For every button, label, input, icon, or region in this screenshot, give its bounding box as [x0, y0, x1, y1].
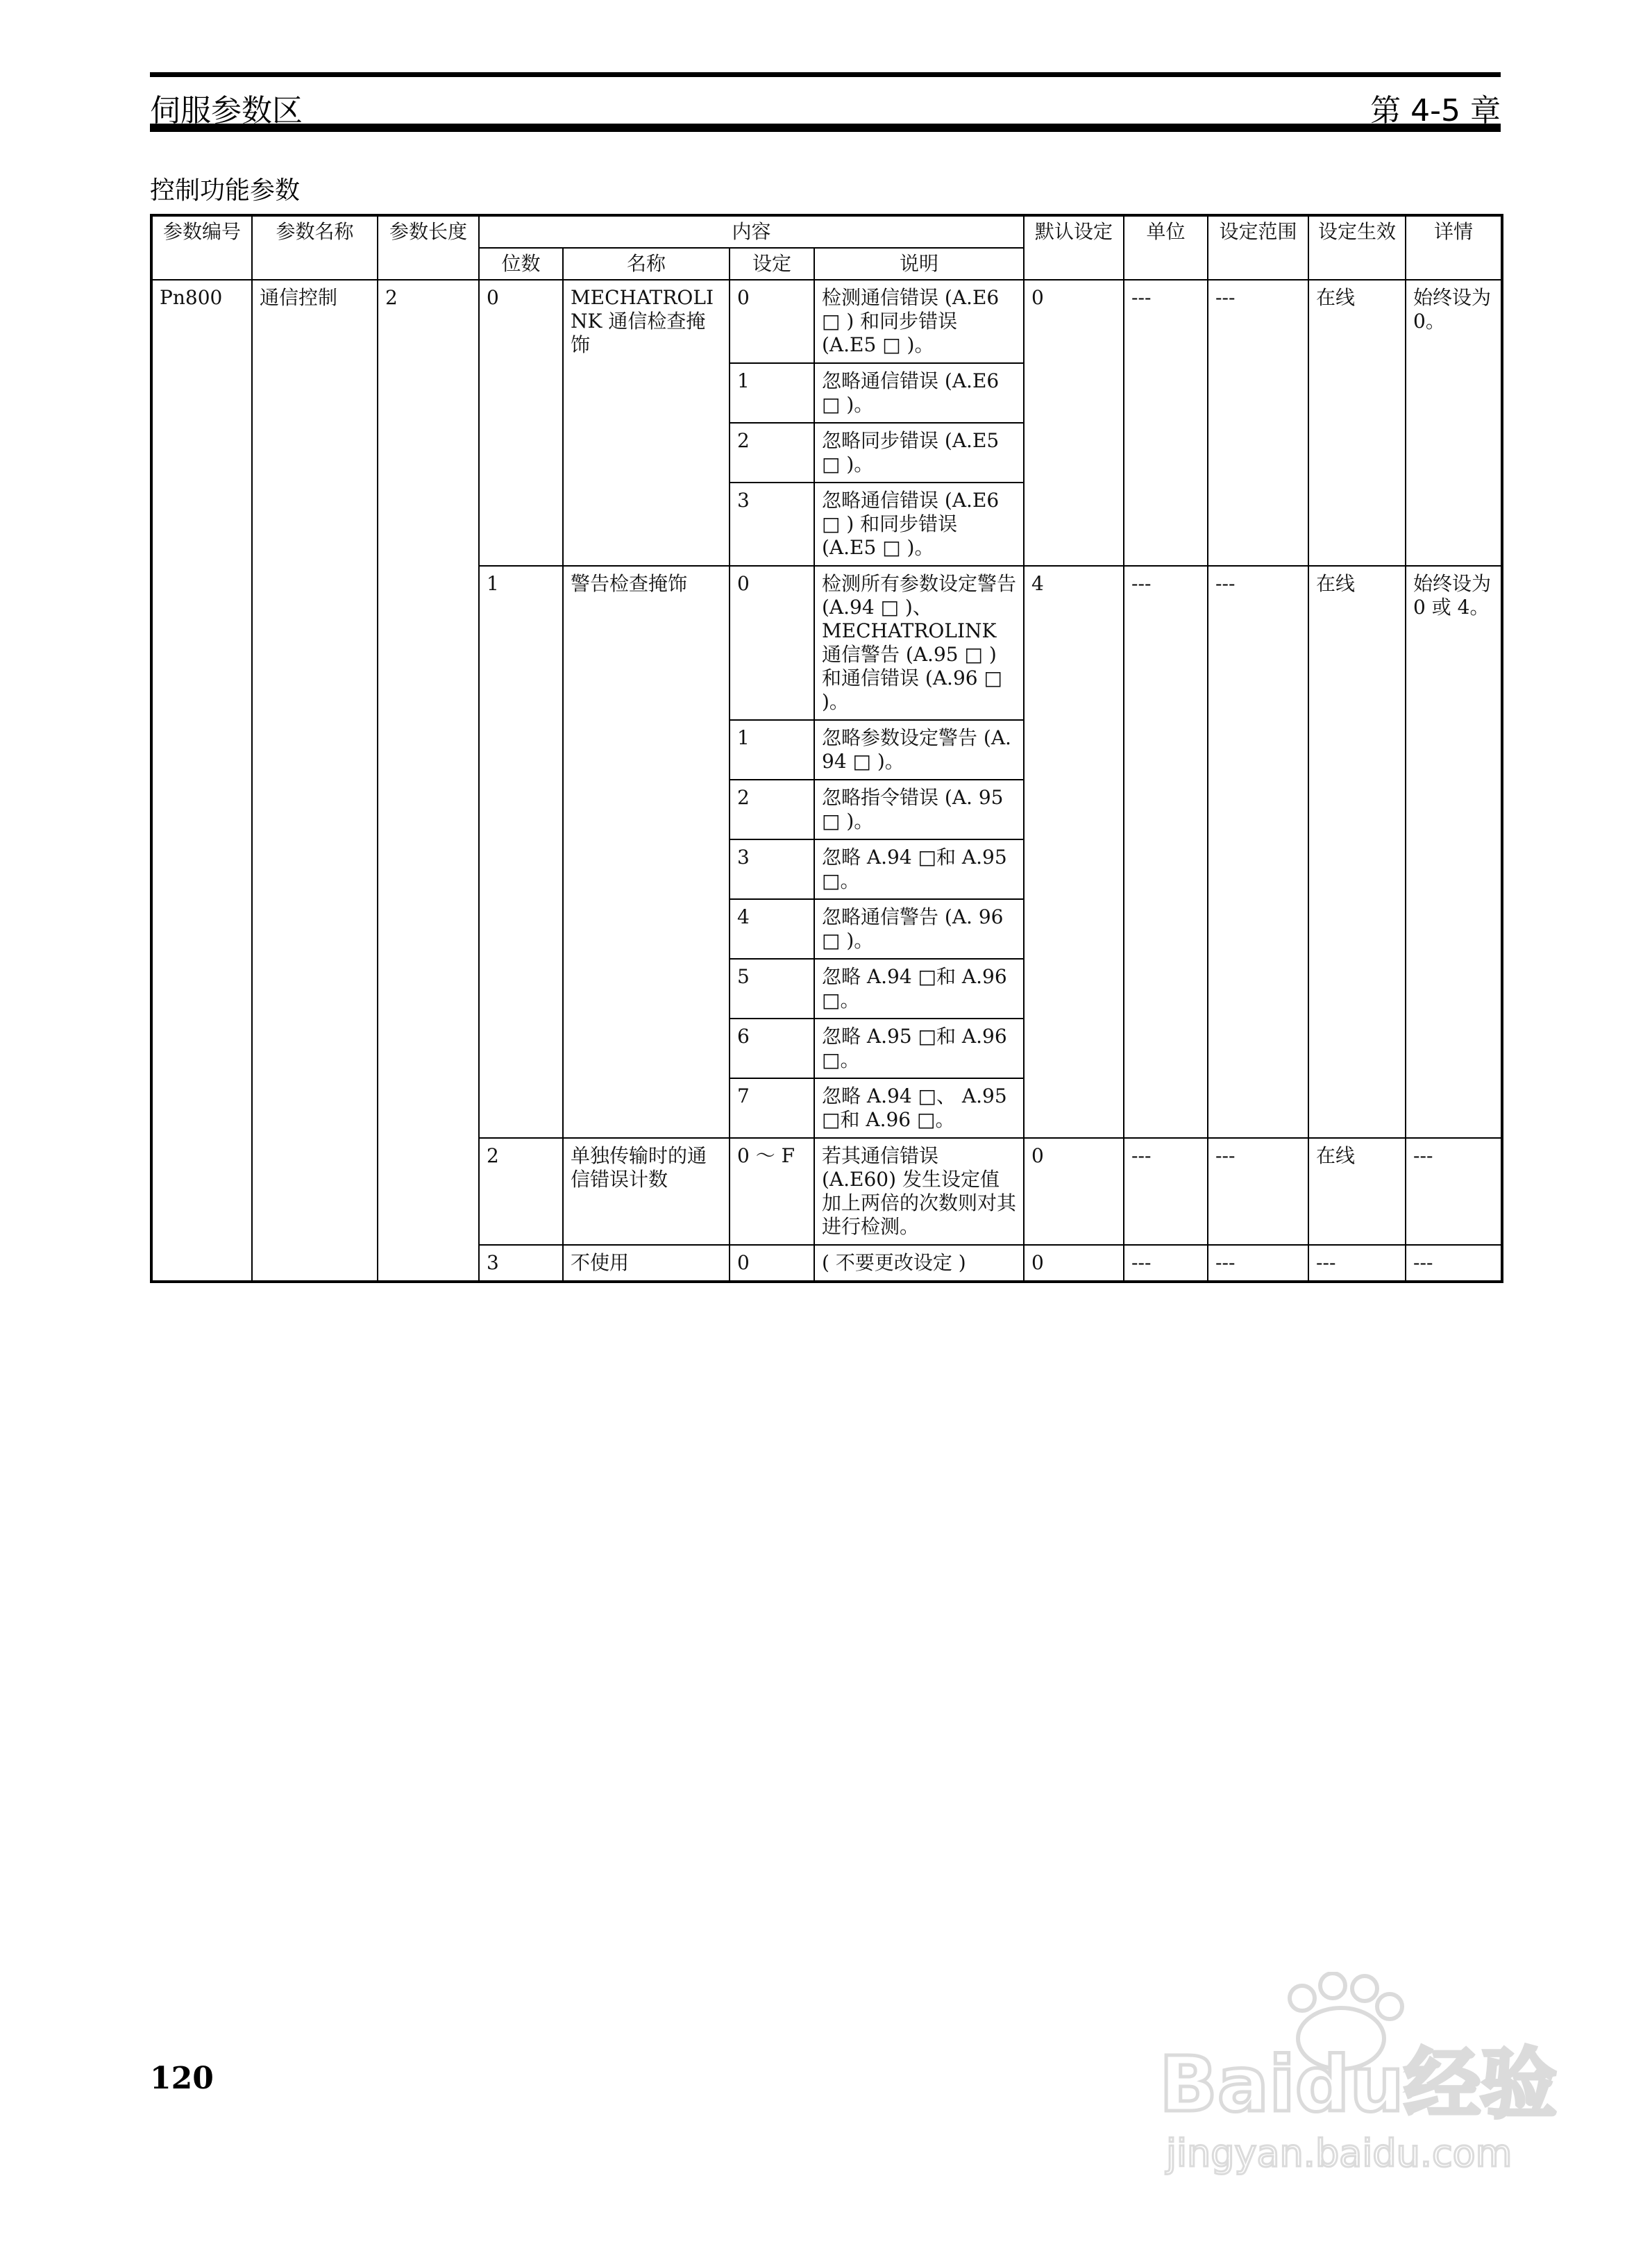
header-section-name: 伺服参数区: [150, 93, 303, 128]
details-cell: 始终设为 0 或 4。: [1406, 566, 1502, 1138]
effective-cell: 在线: [1308, 1138, 1406, 1245]
default-cell: 0: [1024, 1245, 1124, 1282]
col-header-param-len: 参数长度: [378, 215, 479, 280]
setting-cell: 3: [730, 839, 814, 899]
details-cell: 始终设为 0。: [1406, 280, 1502, 566]
desc-cell: 忽略指令错误 (A. 95 □ )。: [814, 780, 1024, 839]
desc-cell: 忽略 A.94 □、 A.95 □和 A.96 □。: [814, 1078, 1024, 1138]
setting-cell: 7: [730, 1078, 814, 1138]
setting-cell: 2: [730, 780, 814, 839]
col-header-name: 名称: [563, 248, 730, 280]
desc-cell: 检测所有参数设定警告 (A.94 □ )、MECHATROLINK 通信警告 (A.95 □ ) 和通信错误 (A.96 □ )。: [814, 566, 1024, 720]
setting-cell: 6: [730, 1019, 814, 1078]
desc-cell: 忽略 A.94 □和 A.95 □。: [814, 839, 1024, 899]
effective-cell: 在线: [1308, 280, 1406, 566]
header-chapter: 第 4-5 章: [1370, 93, 1501, 128]
desc-cell: 忽略 A.95 □和 A.96 □。: [814, 1019, 1024, 1078]
digit-name-cell: 单独传输时的通信错误计数: [563, 1138, 730, 1245]
setting-cell: 5: [730, 959, 814, 1019]
setting-cell: 2: [730, 423, 814, 483]
range-cell: ---: [1208, 280, 1308, 566]
unit-cell: ---: [1124, 1138, 1208, 1245]
digit-cell: 2: [479, 1138, 563, 1245]
details-cell: ---: [1406, 1245, 1502, 1282]
setting-cell: 0: [730, 280, 814, 363]
page-header: [150, 72, 1501, 132]
col-header-default: 默认设定: [1024, 215, 1124, 280]
section-title: 控制功能参数: [150, 176, 301, 205]
default-cell: 4: [1024, 566, 1124, 1138]
header-row-top: [151, 215, 1502, 248]
desc-cell: 若其通信错误 (A.E60) 发生设定值加上两倍的次数则对其进行检测。: [814, 1138, 1024, 1245]
col-header-param-name: 参数名称: [252, 215, 378, 280]
unit-cell: ---: [1124, 1245, 1208, 1282]
col-header-unit: 单位: [1124, 215, 1208, 280]
effective-cell: 在线: [1308, 566, 1406, 1138]
desc-cell: 忽略参数设定警告 (A. 94 □ )。: [814, 720, 1024, 780]
details-cell: ---: [1406, 1138, 1502, 1245]
watermark-url: jingyan.baidu.com: [1166, 2132, 1512, 2175]
desc-cell: 忽略通信错误 (A.E6 □ ) 和同步错误 (A.E5 □ )。: [814, 483, 1024, 566]
digit-name-cell: 警告检查掩饰: [563, 566, 730, 1138]
col-header-range: 设定范围: [1208, 215, 1308, 280]
col-header-param-no: 参数编号: [151, 215, 252, 280]
setting-cell: 0: [730, 1245, 814, 1282]
setting-cell: 4: [730, 899, 814, 959]
desc-cell: 检测通信错误 (A.E6 □ ) 和同步错误 (A.E5 □ )。: [814, 280, 1024, 363]
effective-cell: ---: [1308, 1245, 1406, 1282]
col-header-setting: 设定: [730, 248, 814, 280]
range-cell: ---: [1208, 1138, 1308, 1245]
watermark-brand: Baidu经验: [1159, 2040, 1557, 2129]
digit-name-cell: 不使用: [563, 1245, 730, 1282]
col-header-content: 内容: [479, 215, 1024, 248]
parameter-table: [150, 214, 1503, 1283]
desc-cell: 忽略通信警告 (A. 96 □ )。: [814, 899, 1024, 959]
desc-cell: ( 不要更改设定 ): [814, 1245, 1024, 1282]
unit-cell: ---: [1124, 566, 1208, 1138]
col-header-effective: 设定生效: [1308, 215, 1406, 280]
desc-cell: 忽略通信错误 (A.E6 □ )。: [814, 363, 1024, 423]
col-header-digit: 位数: [479, 248, 563, 280]
param-no-cell: Pn800: [151, 280, 252, 1282]
unit-cell: ---: [1124, 280, 1208, 566]
setting-cell: 0 ～ F: [730, 1138, 814, 1245]
range-cell: ---: [1208, 566, 1308, 1138]
table-row: [151, 280, 1502, 363]
baidu-jingyan-watermark: [1138, 1972, 1569, 2180]
digit-cell: 3: [479, 1245, 563, 1282]
page-number: 120: [150, 2061, 214, 2096]
default-cell: 0: [1024, 1138, 1124, 1245]
digit-name-cell: MECHATROLINK 通信检查掩饰: [563, 280, 730, 566]
setting-cell: 3: [730, 483, 814, 566]
desc-cell: 忽略 A.94 □和 A.96 □。: [814, 959, 1024, 1019]
col-header-details: 详情: [1406, 215, 1502, 280]
default-cell: 0: [1024, 280, 1124, 566]
desc-cell: 忽略同步错误 (A.E5 □ )。: [814, 423, 1024, 483]
param-len-cell: 2: [378, 280, 479, 1282]
digit-cell: 1: [479, 566, 563, 1138]
col-header-desc: 说明: [814, 248, 1024, 280]
setting-cell: 1: [730, 363, 814, 423]
param-name-cell: 通信控制: [252, 280, 378, 1282]
digit-cell: 0: [479, 280, 563, 566]
setting-cell: 0: [730, 566, 814, 720]
range-cell: ---: [1208, 1245, 1308, 1282]
setting-cell: 1: [730, 720, 814, 780]
